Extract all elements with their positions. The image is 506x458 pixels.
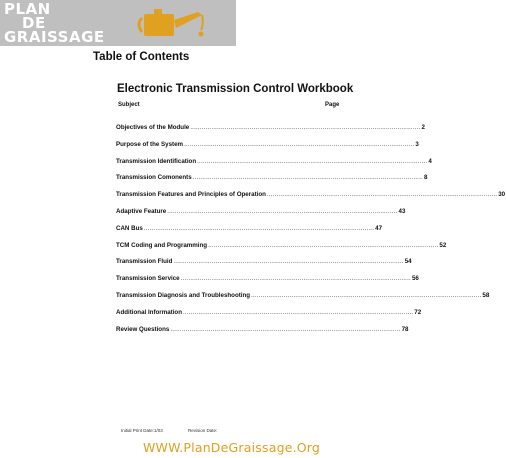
- page-column-header: Page: [325, 102, 340, 108]
- toc-leader-dots: ........................................................................................................................: [173, 258, 404, 266]
- toc-leader-dots: ........................................................................................................................: [197, 157, 428, 165]
- toc-entry-page: 56: [411, 275, 419, 283]
- toc-leader-dots: ........................................................................................................................: [192, 174, 423, 182]
- print-date: Initial Print Date:1/03: [121, 428, 163, 433]
- toc-entry-subject: Review Questions: [116, 325, 170, 333]
- revision-date: Revision Date:: [188, 428, 218, 433]
- toc-entry: [116, 157, 432, 175]
- toc-entry-page: 4: [428, 157, 432, 165]
- toc-entry-subject: Transmission Diagnosis and Troubleshooting: [116, 291, 251, 299]
- toc-entry: [116, 275, 419, 292]
- toc-entry-page: 43: [398, 207, 406, 215]
- watermark-url: WWW.PlanDeGraissage.Org: [143, 440, 321, 455]
- toc-leader-dots: ........................................................................................................................: [170, 325, 401, 333]
- toc-entry-subject: TCM Coding and Programming: [116, 241, 208, 249]
- toc-entry: [116, 325, 409, 343]
- logo-text: [4, 2, 105, 44]
- toc-entry-subject: Purpose of the System: [116, 140, 184, 148]
- toc-leader-dots: ........................................................................................................................: [167, 207, 398, 215]
- toc-entry: [116, 258, 412, 275]
- toc-entry-page: 72: [414, 308, 422, 316]
- toc-entry-subject: Additional Information: [116, 308, 182, 316]
- toc-entry-page: 58: [482, 291, 490, 299]
- toc-entry-subject: Transmission Features and Principles of Operation: [116, 191, 266, 199]
- toc-entry-page: 3: [415, 140, 419, 148]
- toc-leader-dots: ........................................................................................................................: [180, 275, 411, 283]
- oil-can-icon: [138, 4, 234, 44]
- toc-entry-page: 78: [401, 325, 409, 333]
- toc-entry: [116, 308, 422, 326]
- toc-leader-dots: ........................................................................................................................: [251, 291, 482, 299]
- toc-entry-page: 54: [404, 258, 412, 266]
- toc-entry: [116, 207, 406, 225]
- toc-leader-dots: ........................................................................................................................: [143, 224, 375, 232]
- toc-entry-subject: Transmission Service: [116, 275, 180, 283]
- toc-list: [116, 124, 506, 342]
- workbook-title: Electronic Transmission Control Workbook: [117, 83, 354, 95]
- logo-line-3: GRAISSAGE: [4, 28, 105, 46]
- toc-entry: [116, 174, 428, 191]
- toc-entry: [116, 224, 383, 242]
- toc-entry-subject: CAN Bus: [116, 224, 143, 232]
- toc-entry-page: 30: [498, 191, 506, 199]
- toc-leader-dots: ........................................................................................................................: [266, 191, 498, 199]
- toc-entry-page: 52: [439, 241, 447, 249]
- toc-entry-subject: Objectives of the Module: [116, 124, 190, 131]
- toc-entry-subject: Transmission Identification: [116, 157, 197, 165]
- toc-leader-dots: ........................................................................................................................: [208, 241, 439, 249]
- logo-line-1: PLAN: [4, 0, 51, 18]
- toc-leader-dots: ........................................................................................................................: [183, 308, 414, 316]
- toc-entry-page: 8: [423, 174, 428, 182]
- page-title: Table of Contents: [93, 51, 190, 63]
- toc-entry-subject: Transmission Comonents: [116, 174, 192, 182]
- toc-entry: [116, 124, 425, 141]
- toc-entry: [116, 140, 419, 158]
- toc-leader-dots: ........................................................................................................................: [190, 124, 421, 131]
- toc-entry: [116, 241, 447, 259]
- toc-entry-page: 2: [421, 124, 425, 131]
- subject-column-header: Subject: [118, 102, 140, 108]
- toc-entry: [116, 191, 506, 208]
- toc-leader-dots: ........................................................................................................................: [184, 140, 415, 148]
- toc-entry-subject: Adaptive Feature: [116, 207, 167, 215]
- toc-entry-page: 47: [375, 224, 383, 232]
- logo-banner: [0, 0, 236, 46]
- toc-entry: [116, 291, 490, 309]
- logo-line-2: DE: [22, 14, 46, 32]
- toc-entry-subject: Transmission Fluid: [116, 258, 173, 266]
